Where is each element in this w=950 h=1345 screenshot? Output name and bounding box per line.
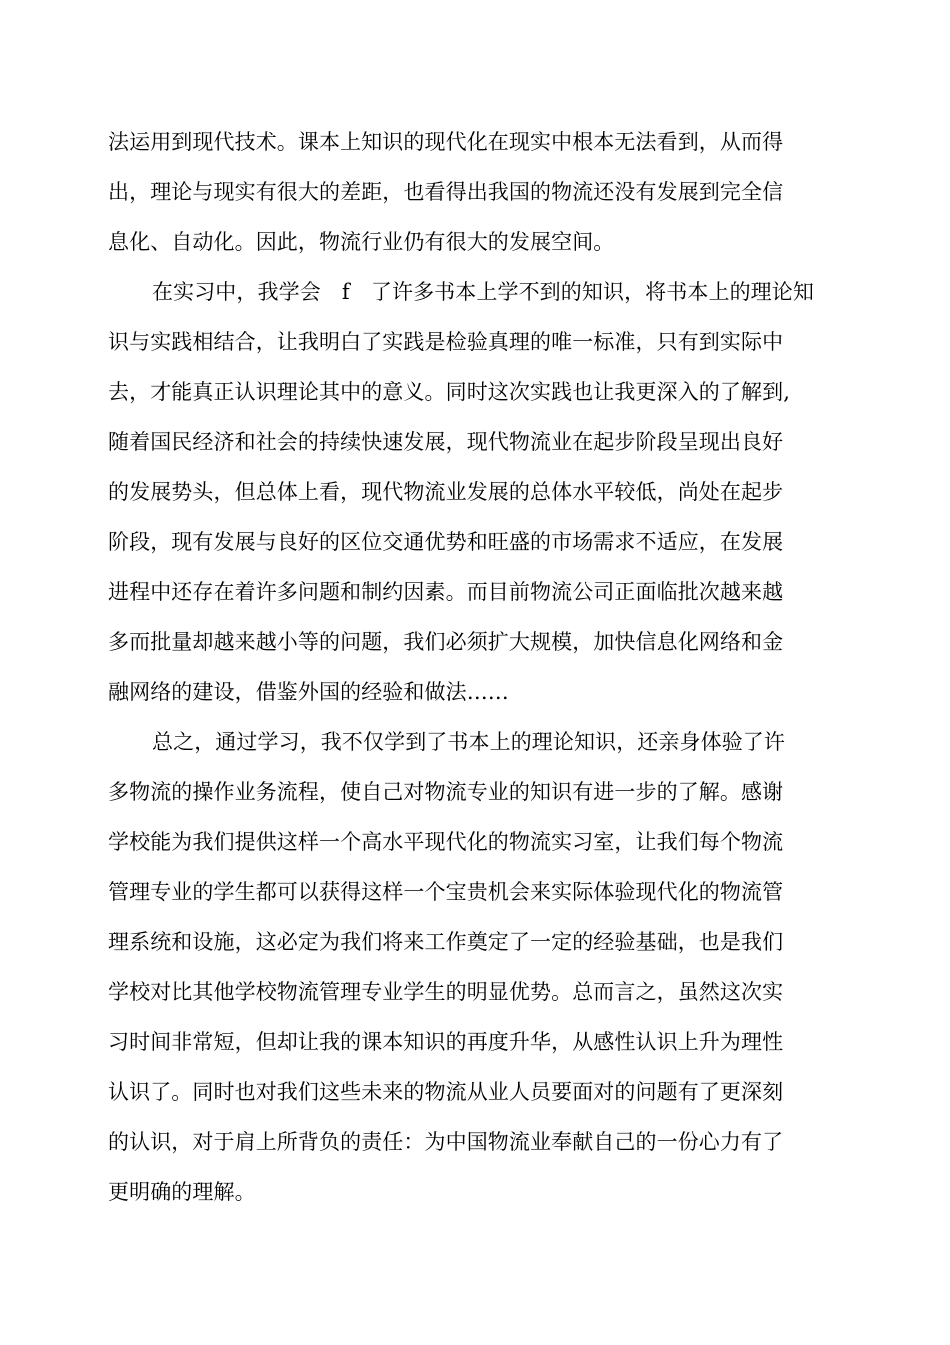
- document-body: [108, 121, 828, 1221]
- paragraph-1-line-1: 法运用到现代技术。课本上知识的现代化在现实中根本无法看到，从而得: [108, 130, 784, 154]
- paragraph-3-line-5: 理系统和设施，这必定为我们将来工作奠定了一定的经验基础，也是我们: [108, 930, 784, 954]
- paragraph-3-line-8: 认识了。同时也对我们这些未来的物流从业人员要面对的问题有了更深刻: [108, 1080, 784, 1104]
- paragraph-3-line-1: 总之，通过学习，我不仅学到了书本上的理论知识，还亲身体验了许: [152, 730, 785, 754]
- paragraph-2-line-5: 的发展势头，但总体上看，现代物流业发展的总体水平较低，尚处在起步: [108, 480, 784, 504]
- paragraph-2-line-3: 去，才能真正认识理论其中的意义。同时这次实践也让我更深入的了解到,: [108, 380, 790, 404]
- paragraph-2-line-9: 融网络的建设，借鉴外国的经验和做法……: [108, 680, 509, 704]
- paragraph-2-line-7: 进程中还存在着许多问题和制约因素。而目前物流公司正面临批次越来越: [108, 580, 784, 604]
- paragraph-1-line-2: 出，理论与现实有很大的差距，也看得出我国的物流还没有发展到完全信: [108, 180, 784, 204]
- paragraph-2-line-6: 阶段，现有发展与良好的区位交通优势和旺盛的市场需求不适应，在发展: [108, 530, 784, 554]
- paragraph-3-line-9: 的认识，对于肩上所背负的责任：为中国物流业奉献自己的一份心力有了: [108, 1130, 784, 1154]
- paragraph-1-line-3: 息化、自动化。因此，物流行业仍有很大的发展空间。: [108, 230, 615, 254]
- paragraph-3-line-3: 学校能为我们提供这样一个高水平现代化的物流实习室，让我们每个物流: [108, 830, 784, 854]
- paragraph-3-line-10: 更明确的理解。: [108, 1180, 256, 1204]
- paragraph-3-line-7: 习时间非常短，但却让我的课本知识的再度升华，从感性认识上升为理性: [108, 1030, 784, 1054]
- paragraph-2-line-8: 多而批量却越来越小等的问题，我们必须扩大规模，加快信息化网络和金: [108, 630, 784, 654]
- paragraph-2-line-4: 随着国民经济和社会的持续快速发展，现代物流业在起步阶段呈现出良好: [108, 430, 784, 454]
- paragraph-2-line-2: 识与实践相结合，让我明白了实践是检验真理的唯一标准，只有到实际中: [108, 330, 784, 354]
- paragraph-3-line-2: 多物流的操作业务流程，使自己对物流专业的知识有进一步的了解。感谢: [108, 780, 784, 804]
- paragraph-3-line-6: 学校对比其他学校物流管理专业学生的明显优势。总而言之，虽然这次实: [108, 980, 784, 1004]
- paragraph-3-line-4: 管理专业的学生都可以获得这样一个宝贵机会来实际体验现代化的物流管: [108, 880, 784, 904]
- paragraph-2-line-1: 在实习中，我学会 f 了许多书本上学不到的知识，将书本上的理论知: [152, 280, 814, 304]
